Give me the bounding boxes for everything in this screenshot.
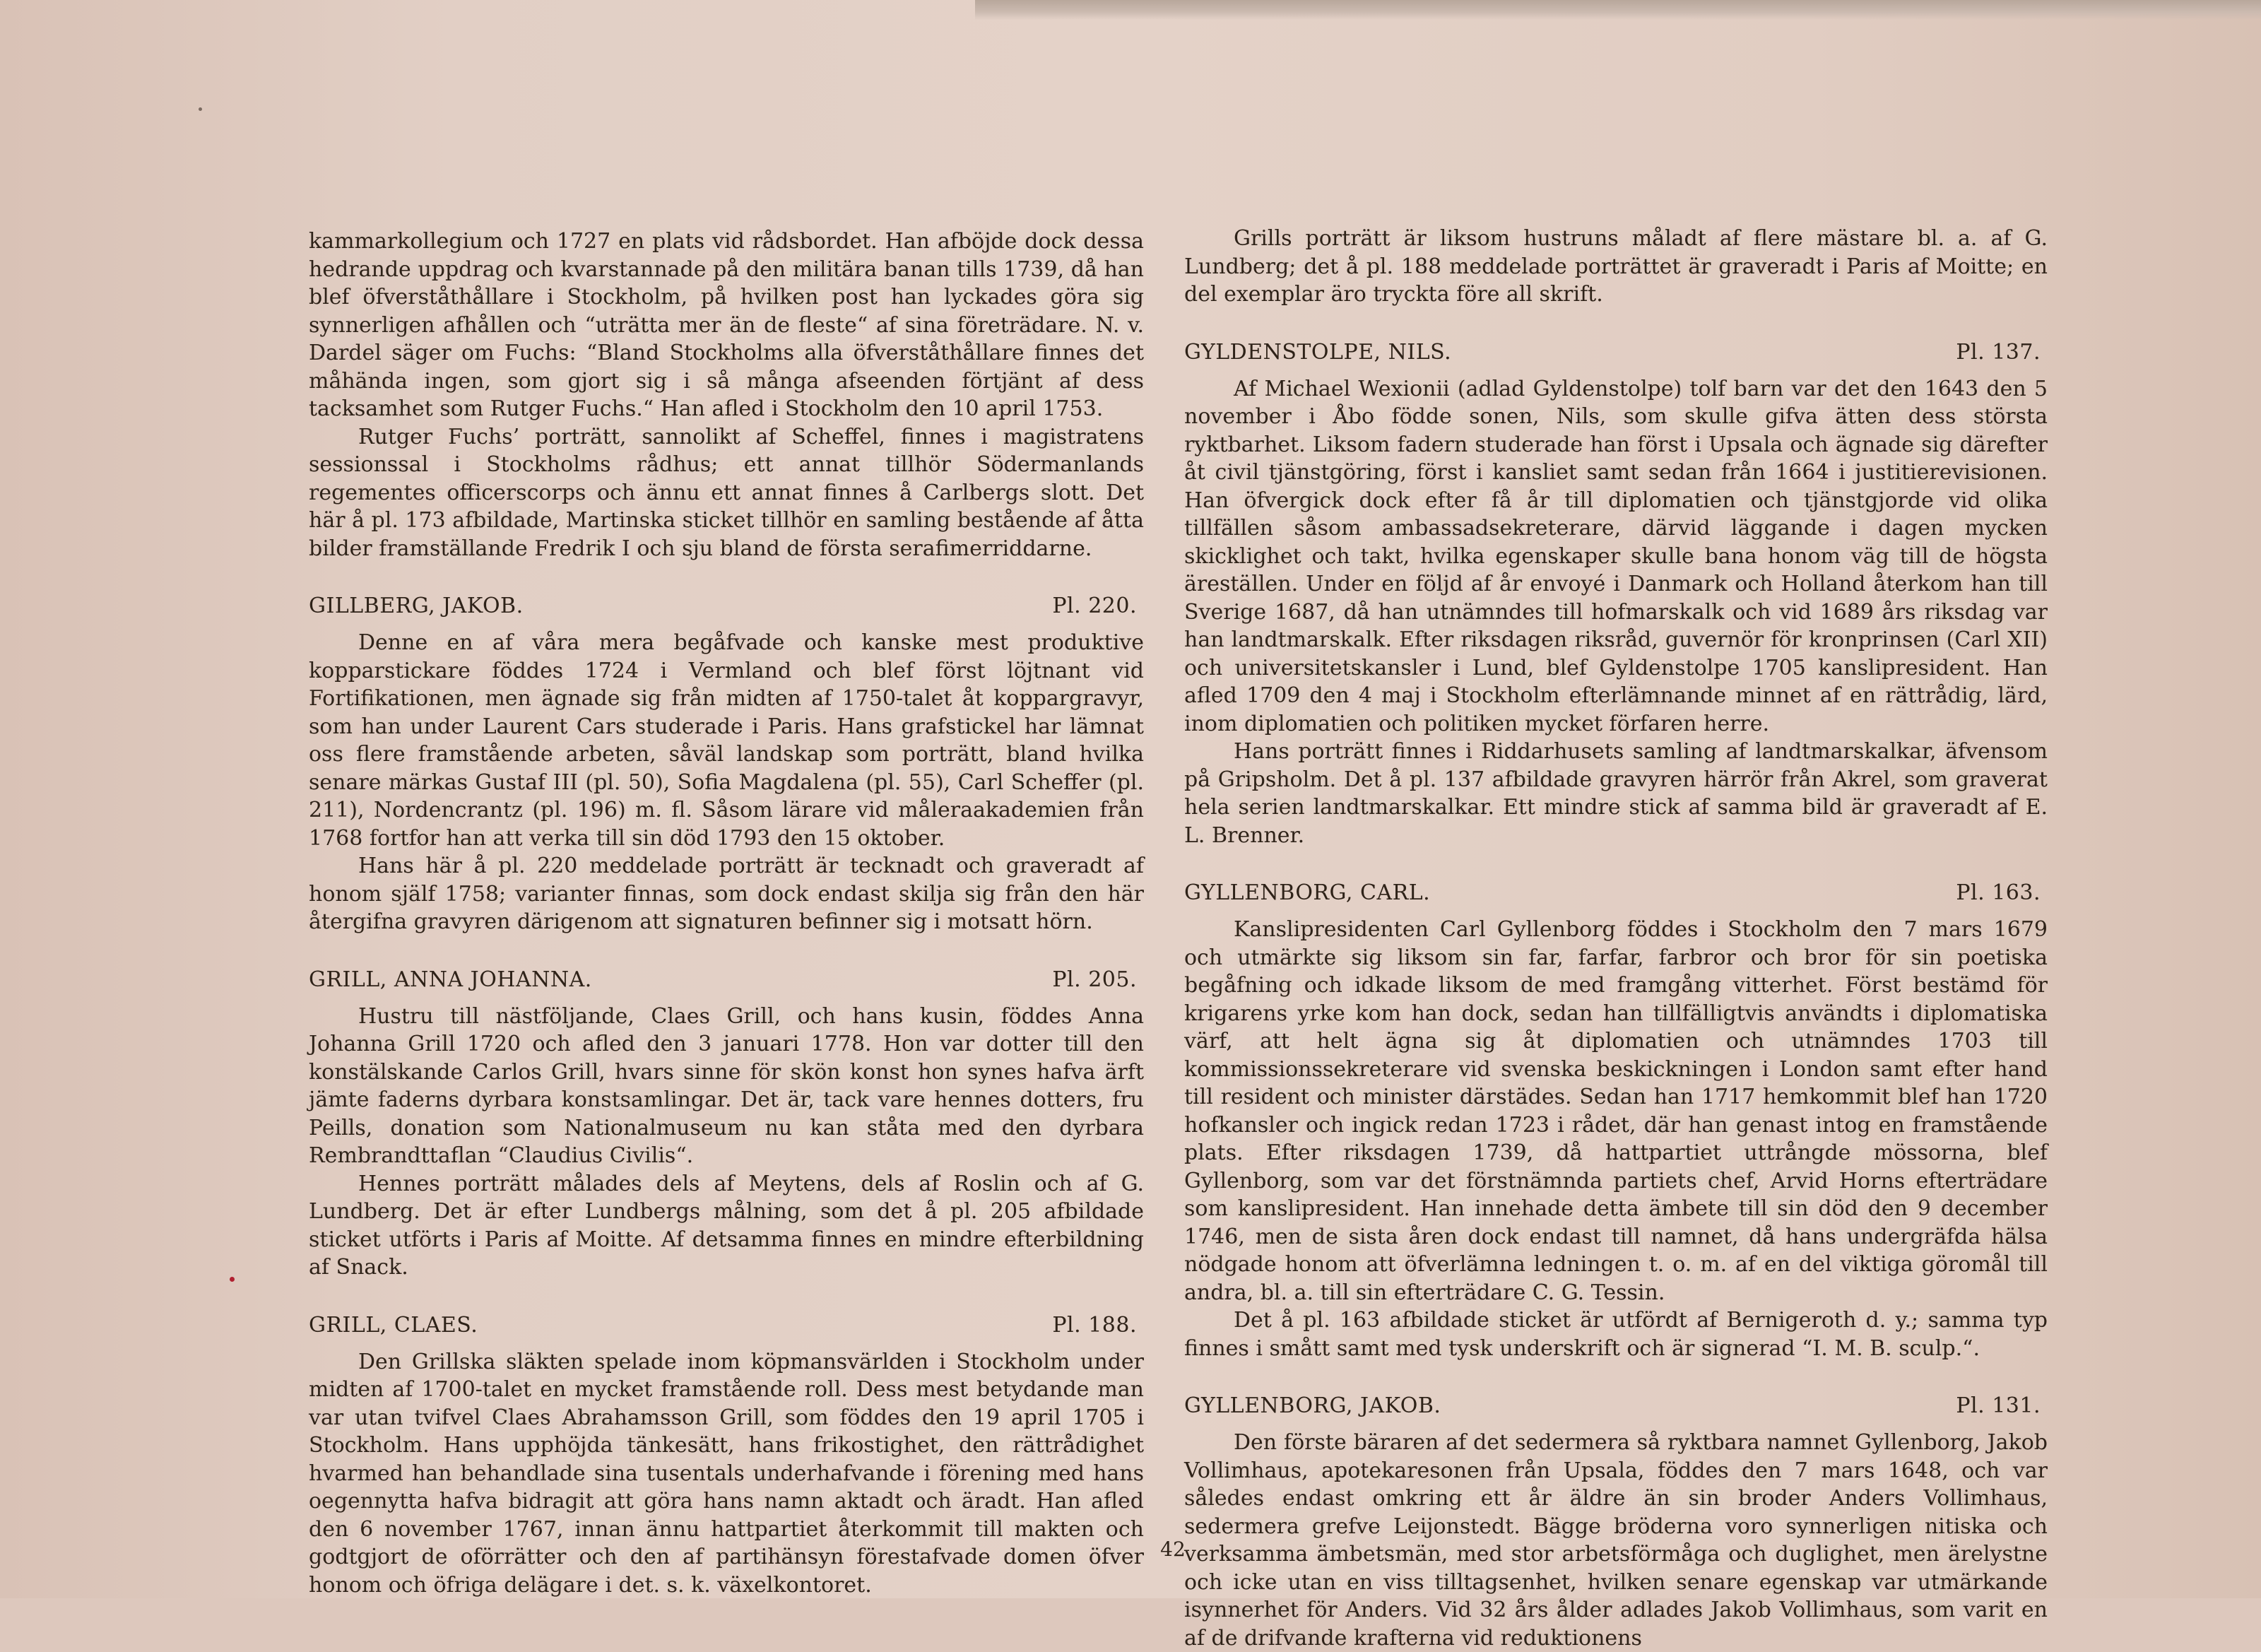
intro-paragraph: Rutger Fuchs’ porträtt, sannolikt af Scheffel, finnes i magistratens sessionssal i Stockholms rådhus; ett annat tillhör Södermanlands regementes officerscorps och ännu ett annat finnes å Carlbergs slott. Det här å pl. 173 afbildade, Martinska sticket tillhör en samling bestående af åtta bilder framställande Fredrik I och sju bland de första serafimerriddarne. — [309, 424, 1144, 561]
entry-grill-claes — [309, 1310, 1144, 1600]
entry-paragraph: Den förste bäraren af det sedermera så ryktbara namnet Gyllenborg, Jakob Vollimhaus, apotekaresonen från Upsala, föddes den 7 mars 1648, och var således endast omkring ett år äldre än sin broder Anders Vollimhaus, sedermera grefve Leijonstedt. Bägge bröderna voro synnerligen nitiska och verksamma ämbetsmän, med stor arbetsförmåga och duglighet, men ärelystne och icke utan en viss tilltagsenhet, hvilken senare egenskap var utmärkande isynnerhet för Anders. Vid 32 års ålder adlades Jakob Vollimhaus, som varit en af de drifvande krafterna vid reduktionens — [1184, 1430, 2048, 1651]
plate-reference: Pl. 131. — [1956, 1393, 2041, 1418]
entry-paragraph: Hans porträtt finnes i Riddarhusets samling af landtmarskalkar, äfvensom på Gripsholm. Det å pl. 137 afbildade gravyren härrör från Akrel, som graverat hela serien landtmarskalkar. Ett mindre stick af samma bild är graveradt af E. L. Brenner. — [1184, 739, 2048, 848]
entry-gyldenstolpe-nils — [1184, 337, 2048, 850]
entry-paragraph: Hennes porträtt målades dels af Meytens, dels af Roslin och af G. Lundberg. Det är efter Lundbergs målning, som det å pl. 205 afbildade sticket utförts i Paris af Moitte. Af detsamma finnes en mindre efterbildning af Snack. — [309, 1171, 1144, 1280]
entry-grill-anna-johanna — [309, 964, 1144, 1282]
entry-name: GRILL, CLAES. — [309, 1312, 478, 1338]
entry-name: GYLLENBORG, JAKOB. — [1184, 1393, 1441, 1418]
entry-paragraph: Af Michael Wexionii (adlad Gyldenstolpe) tolf barn var det den 1643 den 5 november i Åbo födde sonen, Nils, som skulle gifva ätten dess största ryktbarhet. Liksom fadern studerade han först i Upsala och ägnade sig därefter åt civil tjänstgöring, först i kansliet samt sedan från 1664 i justitierevisionen. Han öfvergick dock efter få år till diplomatien och tjänstgjorde vid olika tillfällen såsom ambassadsekreterare, därvid läggande i dagen mycken skicklighet och takt, hvilka egenskaper skulle bana honom väg till de högsta äreställen. Under en följd af år envoyé i Danmark och Holland återkom han till Sverige 1687, då han utnämndes till hofmarskalk och vid 1689 års riksdag var han landtmarskalk. Efter riksdagen riksråd, guvernör för kronprinsen (Carl XII) och universitetskansler i Lund, blef Gyldenstolpe 1705 kanslipresident. Han afled 1709 den 4 maj i Stockholm efterlämnande minnet af en rättrådig, lärd, inom diplomatien och politiken mycket förfaren herre. — [1184, 376, 2048, 736]
entry-name: GYLDENSTOLPE, NILS. — [1184, 339, 1452, 365]
entry-paragraph: Hustru till nästföljande, Claes Grill, och hans kusin, föddes Anna Johanna Grill 1720 och afled den 3 januari 1778. Hon var dotter till den konstälskande Carlos Grill, hvars sinne för skön konst hon synes hafva ärft jämte faderns dyrbara konstsamlingar. Det är, tack vare hennes dotters, fru Peills, donation som Nationalmuseum nu kan ståta med den dyrbara Rembrandttaflan “Claudius Civilis“. — [309, 1003, 1144, 1168]
plate-reference: Pl. 137. — [1956, 339, 2041, 365]
plate-reference: Pl. 188. — [1052, 1312, 1137, 1338]
ink-speck — [230, 1277, 235, 1282]
page-number: 42 — [1160, 1538, 1186, 1561]
entry-heading — [309, 591, 1144, 622]
entry-name: GYLLENBORG, CARL. — [1184, 880, 1431, 905]
paper-speck — [199, 107, 202, 111]
intro-paragraph: Grills porträtt är liksom hustruns måladt af flere mästare bl. a. af G. Lundberg; det å pl. 188 meddelade porträttet är graveradt i Paris af Moitte; en del exemplar äro tryckta före all skrift. — [1184, 226, 2048, 307]
intro-paragraph: kammarkollegium och 1727 en plats vid rådsbordet. Han afböjde dock dessa hedrande uppdrag och kvarstannade på den militära banan tills 1739, då han blef öfverståthållare i Stockholm, på hvilken post han lyckades göra sig synnerligen afhållen och “uträtta mer än de fleste“ af sina företrädare. N. v. Dardel säger om Fuchs: “Bland Stockholms alla öfverståthållare finnes det måhända ingen, som gjort sig i så många afseenden förtjänt af dess tacksamhet som Rutger Fuchs.“ Han afled i Stockholm den 10 april 1753. — [309, 229, 1144, 421]
page-top-edge — [975, 0, 2261, 20]
plate-reference: Pl. 163. — [1956, 880, 2041, 905]
entry-paragraph: Hans här å pl. 220 meddelade porträtt är tecknadt och graveradt af honom själf 1758; varianter finnas, som dock endast skilja sig från den här återgifna gravyren därigenom att signaturen befinner sig i motsatt hörn. — [309, 854, 1144, 934]
entry-paragraph: Kanslipresidenten Carl Gyllenborg föddes i Stockholm den 7 mars 1679 och utmärkte sig liksom sin far, farfar, farbror och bror för sin poetiska begåfning och idkade liksom de med framgång vitterhet. Först bestämd för krigarens yrke kom han dock, sedan han tillfälligtvis användts i diplomatiska värf, att helt ägna sig åt diplomatien och utnämndes 1703 till kommissionssekreterare vid svenska beskickningen i London samt efter hand till resident och minister därstädes. Sedan han 1717 hemkommit blef han 1720 hofkansler och ingick redan 1723 i rådet, där han genast intog en framstående plats. Efter riksdagen 1739, då hattpartiet uttrångde mössorna, blef Gyllenborg, som var det förstnämnda partiets chef, Arvid Horns efterträdare som kanslipresident. Han innehade detta ämbete till sin död den 9 december 1746, men de sista åren dock endast till namnet, då hans undergräfda hälsa nödgade honom att öfverlämna ledningen t. o. m. af en del viktiga göromål till andra, bl. a. till sin efterträdare C. G. Tessin. — [1184, 917, 2048, 1305]
entry-heading — [309, 964, 1144, 996]
plate-reference: Pl. 205. — [1052, 967, 1137, 992]
entry-gyllenborg-jakob — [1184, 1391, 2048, 1652]
right-column — [1184, 225, 2048, 1652]
entry-heading — [1184, 878, 2048, 909]
entry-paragraph: Den Grillska släkten spelade inom köpmansvärlden i Stockholm under midten af 1700-talet en mycket framstående roll. Dess mest betydande man var utan tvifvel Claes Abrahamsson Grill, som föddes den 19 april 1705 i Stockholm. Hans upphöjda tänkesätt, hans frikostighet, den rättrådighet hvarmed han behandlade sina tusentals underhafvande i förening med hans oegennytta hafva bidragit att göra hans namn aktadt och äradt. Han afled den 6 november 1767, innan ännu hattpartiet återkommit till makten och godtgjort de oförrätter och den af partihänsyn förestafvade domen öfver honom och öfriga delägare i det. s. k. växelkontoret. — [309, 1349, 1144, 1598]
entry-heading — [309, 1310, 1144, 1341]
entry-name: GILLBERG, JAKOB. — [309, 594, 524, 618]
entry-paragraph: Det å pl. 163 afbildade sticket är utfördt af Bernigeroth d. y.; samma typ finnes i smått samt med tysk underskrift och är signerad “I. M. B. sculp.“. — [1184, 1308, 2048, 1361]
entry-heading — [1184, 337, 2048, 368]
left-column — [309, 228, 1144, 1599]
entry-paragraph: Denne en af våra mera begåfvade och kanske mest produktive kopparstickare föddes 1724 i Vermland och blef först löjtnant vid Fortifikationen, men ägnade sig från midten af 1750-talet åt koppargravyr, som han under Laurent Cars studerade i Paris. Hans grafstickel har lämnat oss flere framstående arbeten, såväl landskap som porträtt, bland hvilka senare märkas Gustaf III (pl. 50), Sofia Magdalena (pl. 55), Carl Scheffer (pl. 211), Nordencrantz (pl. 196) m. fl. Såsom lärare vid måleraakademien från 1768 fortfor han att verka till sin död 1793 den 15 oktober. — [309, 630, 1144, 851]
entry-gyllenborg-carl — [1184, 878, 2048, 1362]
entry-gillberg-jakob — [309, 591, 1144, 936]
entry-heading — [1184, 1391, 2048, 1422]
entry-name: GRILL, ANNA JOHANNA. — [309, 967, 592, 992]
plate-reference: Pl. 220. — [1052, 594, 1137, 618]
